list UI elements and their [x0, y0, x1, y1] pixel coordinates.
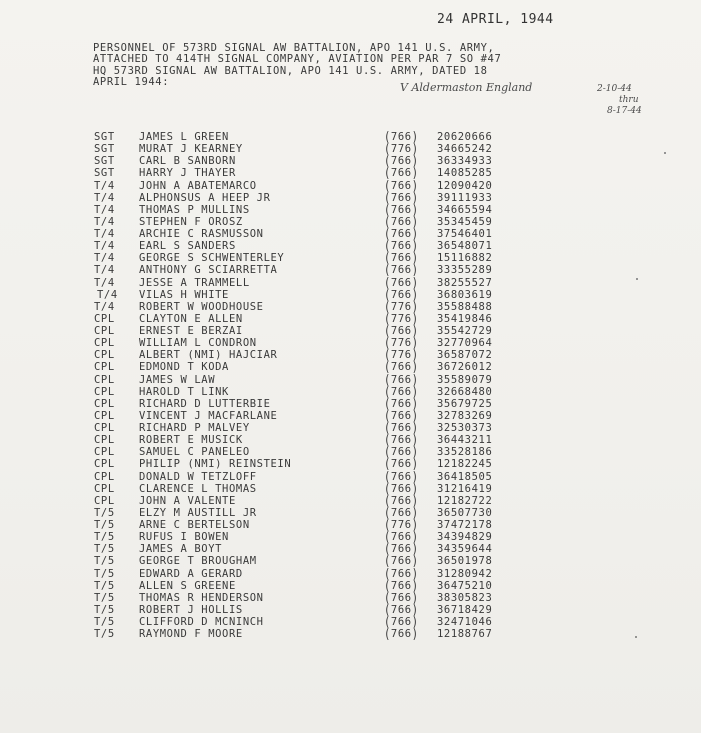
roster-row: [94, 446, 654, 458]
serial-number: 12182722: [437, 494, 493, 507]
mos-value: 766: [390, 191, 412, 204]
serial-number: 36718429: [437, 603, 493, 616]
soldier-name: RUFUS I BOWEN: [139, 531, 229, 544]
roster-row: [94, 228, 654, 240]
serial-number: 14085285: [437, 167, 493, 180]
mos-value: 766: [390, 531, 412, 544]
soldier-name: RICHARD P MALVEY: [139, 422, 250, 434]
mos-value: 766: [390, 215, 412, 228]
soldier-name: RICHARD D LUTTERBIE: [139, 397, 271, 410]
mos-value: 766: [390, 458, 412, 471]
roster-row: [94, 361, 654, 373]
soldier-name: ROBERT E MUSICK: [139, 434, 243, 447]
roster-row: [94, 349, 654, 361]
roster-row: [94, 204, 654, 216]
roster-row: [94, 410, 654, 422]
soldier-name: GEORGE T BROUGHAM: [139, 555, 257, 568]
mos-value: 766: [390, 240, 412, 253]
soldier-name: CLIFFORD D MCNINCH: [139, 616, 264, 628]
mos-value: 766: [390, 325, 412, 337]
rank: SGT: [94, 143, 115, 156]
mos-code: (776): [384, 299, 419, 315]
rank: T/4: [94, 179, 115, 192]
rank: CPL: [94, 482, 115, 495]
soldier-name: EARL S SANDERS: [139, 240, 236, 253]
header-line: ATTACHED TO 414TH SIGNAL COMPANY, AVIATION PER PAR 7 SO #47: [93, 53, 502, 66]
mos-code: (766): [384, 626, 419, 642]
roster-row: [94, 240, 654, 252]
mos-value: 766: [390, 628, 412, 641]
mos-code: (766): [384, 226, 419, 242]
roster-row: [94, 337, 654, 349]
mos-value: 766: [390, 616, 412, 628]
serial-number: 12182245: [437, 458, 493, 471]
mos-code: (766): [384, 590, 419, 606]
rank: T/4: [94, 215, 115, 228]
mos-code: (766): [384, 202, 419, 218]
soldier-name: WILLIAM L CONDRON: [139, 337, 257, 350]
roster-row: [94, 313, 654, 325]
rank: CPL: [94, 409, 115, 422]
mos-code: (776): [384, 347, 419, 363]
rank: CPL: [94, 458, 115, 471]
serial-number: 34394829: [437, 531, 493, 544]
mos-value: 766: [390, 167, 412, 180]
soldier-name: HAROLD T LINK: [139, 385, 229, 398]
mos-code: (766): [384, 323, 419, 339]
mos-value: 766: [390, 470, 412, 483]
rank: T/5: [94, 543, 115, 556]
mos-code: (766): [384, 262, 419, 278]
serial-number: 32668480: [437, 385, 493, 398]
rank: CPL: [94, 446, 115, 459]
roster-row: [94, 180, 654, 192]
serial-number: 12090420: [437, 179, 493, 192]
serial-number: 36726012: [437, 361, 493, 374]
mos-code: (776): [384, 335, 419, 351]
rank: CPL: [94, 434, 115, 447]
mos-value: 766: [390, 494, 412, 507]
mos-code: (766): [384, 129, 419, 145]
rank: T/5: [94, 519, 115, 531]
rank: T/4: [94, 252, 115, 265]
serial-number: 36443211: [437, 434, 493, 447]
mos-value: 766: [390, 555, 412, 568]
roster-row: [94, 580, 654, 592]
serial-number: 20620666: [437, 131, 493, 143]
roster-row: [94, 495, 654, 507]
rank: SGT: [94, 155, 115, 168]
mos-code: (776): [384, 311, 419, 327]
roster-row: [94, 519, 654, 531]
serial-number: 39111933: [437, 191, 493, 204]
roster-row: [94, 568, 654, 580]
mos-value: 776: [390, 312, 412, 325]
soldier-name: ALLEN S GREENE: [139, 579, 236, 592]
mos-value: 766: [390, 591, 412, 604]
serial-number: 35419846: [437, 312, 493, 325]
roster-row: [94, 325, 654, 337]
rank: CPL: [94, 312, 115, 325]
roster-row: [94, 422, 654, 434]
mos-value: 766: [390, 434, 412, 447]
mos-code: (766): [384, 614, 419, 630]
rank: T/5: [94, 616, 115, 628]
rank: T/4: [94, 264, 115, 277]
handwritten-location: V Aldermaston England: [400, 81, 533, 94]
serial-number: 34665594: [437, 203, 493, 216]
serial-number: 35679725: [437, 397, 493, 410]
mos-code: (766): [384, 602, 419, 618]
soldier-name: ARCHIE C RASMUSSON: [139, 228, 264, 240]
mos-code: (766): [384, 190, 419, 206]
mos-value: 766: [390, 276, 412, 289]
serial-number: 31216419: [437, 482, 493, 495]
roster-row: [94, 483, 654, 495]
mos-value: 766: [390, 543, 412, 556]
soldier-name: ALBERT (NMI) HAJCIAR: [139, 349, 278, 362]
rank: CPL: [94, 349, 115, 362]
serial-number: 33528186: [437, 446, 493, 459]
soldier-name: ARNE C BERTELSON: [139, 519, 250, 531]
mos-code: (766): [384, 553, 419, 569]
soldier-name: ELZY M AUSTILL JR: [139, 506, 257, 519]
soldier-name: SAMUEL C PANELEO: [139, 446, 250, 459]
roster-row: [94, 192, 654, 204]
soldier-name: THOMAS R HENDERSON: [139, 591, 264, 604]
soldier-name: EDMOND T KODA: [139, 361, 229, 374]
mos-code: (766): [384, 250, 419, 266]
rank: CPL: [94, 325, 115, 337]
header-line: HQ 573RD SIGNAL AW BATTALION, APO 141 U.S. ARMY, DATED 18: [93, 64, 488, 77]
rank: CPL: [94, 422, 115, 434]
rank: T/4: [94, 300, 115, 313]
mos-code: (766): [384, 541, 419, 557]
header-line: PERSONNEL OF 573RD SIGNAL AW BATTALION, APO 141 U.S. ARMY,: [93, 42, 495, 54]
mos-value: 766: [390, 385, 412, 398]
mos-value: 766: [390, 397, 412, 410]
soldier-name: HARRY J THAYER: [139, 167, 236, 180]
rank: CPL: [94, 494, 115, 507]
handwritten-date-line: 2-10-44: [597, 84, 632, 94]
serial-number: 38255527: [437, 276, 493, 289]
mos-value: 776: [390, 300, 412, 313]
soldier-name: CARL B SANBORN: [139, 155, 236, 168]
mos-code: (766): [384, 372, 419, 387]
mos-code: (766): [384, 384, 419, 400]
paper-speck: [664, 152, 666, 154]
roster-row: [94, 471, 654, 483]
rank: T/5: [94, 555, 115, 568]
mos-value: 766: [390, 422, 412, 434]
roster-row: [94, 131, 654, 143]
mos-code: (766): [384, 420, 419, 436]
soldier-name: RAYMOND F MOORE: [139, 628, 243, 641]
roster-row: [94, 277, 654, 289]
mos-value: 766: [390, 567, 412, 580]
mos-value: 776: [390, 349, 412, 362]
mos-value: 766: [390, 228, 412, 240]
mos-code: (766): [384, 165, 419, 181]
serial-number: 36803619: [437, 288, 493, 301]
serial-number: 34665242: [437, 143, 493, 156]
handwritten-dates: [597, 84, 657, 117]
mos-code: (766): [384, 287, 419, 303]
roster-row: [94, 555, 654, 567]
soldier-name: DONALD W TETZLOFF: [139, 470, 257, 483]
soldier-name: CLAYTON E ALLEN: [139, 312, 243, 325]
mos-value: 776: [390, 519, 412, 531]
serial-number: 36548071: [437, 240, 493, 253]
soldier-name: VILAS H WHITE: [139, 288, 229, 301]
serial-number: 36507730: [437, 506, 493, 519]
roster-row: [94, 143, 654, 155]
roster-row: [94, 264, 654, 276]
mos-value: 776: [390, 337, 412, 350]
document-header: [93, 43, 653, 88]
serial-number: 37546401: [437, 228, 493, 240]
soldier-name: JOHN A VALENTE: [139, 494, 236, 507]
roster-row: [94, 458, 654, 470]
mos-value: 766: [390, 252, 412, 265]
rank: CPL: [94, 397, 115, 410]
serial-number: 32471046: [437, 616, 493, 628]
serial-number: 35588488: [437, 300, 493, 313]
serial-number: 32530373: [437, 422, 493, 434]
mos-value: 766: [390, 506, 412, 519]
mos-code: (766): [384, 359, 419, 375]
paper-speck: [635, 636, 637, 638]
rank: T/5: [94, 567, 115, 580]
soldier-name: MURAT J KEARNEY: [139, 143, 243, 156]
serial-number: 34359644: [437, 543, 493, 556]
soldier-name: VINCENT J MACFARLANE: [139, 409, 278, 422]
rank: T/4: [94, 228, 115, 240]
soldier-name: ALPHONSUS A HEEP JR: [139, 191, 271, 204]
serial-number: 31280942: [437, 567, 493, 580]
header-line: APRIL 1944:: [93, 75, 170, 88]
rank: CPL: [94, 385, 115, 398]
paper-speck: [636, 278, 638, 280]
roster-row: [94, 386, 654, 398]
mos-value: 766: [390, 264, 412, 277]
mos-code: (766): [384, 566, 419, 581]
serial-number: 15116882: [437, 252, 493, 265]
soldier-name: ROBERT J HOLLIS: [139, 603, 243, 616]
soldier-name: ERNEST E BERZAI: [139, 325, 243, 337]
rank: SGT: [94, 131, 115, 143]
soldier-name: JAMES L GREEN: [139, 131, 229, 143]
serial-number: 36501978: [437, 555, 493, 568]
serial-number: 36475210: [437, 579, 493, 592]
mos-code: (766): [384, 178, 419, 193]
mos-code: (766): [384, 214, 419, 230]
rank: T/5: [94, 531, 115, 544]
serial-number: 36587072: [437, 349, 493, 362]
mos-code: (766): [384, 275, 419, 290]
roster-row: [94, 374, 654, 386]
roster-row: [94, 252, 654, 264]
mos-code: (766): [384, 444, 419, 460]
rank: T/5: [94, 603, 115, 616]
mos-code: (766): [384, 238, 419, 254]
rank: CPL: [94, 470, 115, 483]
rank: T/4: [94, 276, 115, 289]
roster-row: [94, 507, 654, 519]
soldier-name: PHILIP (NMI) REINSTEIN: [139, 458, 292, 471]
serial-number: 33355289: [437, 264, 493, 277]
soldier-name: JOHN A ABATEMARCO: [139, 179, 257, 192]
serial-number: 35542729: [437, 325, 493, 337]
mos-code: (766): [384, 493, 419, 509]
soldier-name: THOMAS P MULLINS: [139, 203, 250, 216]
mos-value: 766: [390, 603, 412, 616]
soldier-name: GEORGE S SCHWENTERLEY: [139, 252, 285, 265]
mos-value: 766: [390, 288, 412, 301]
rank: CPL: [94, 337, 115, 350]
soldier-name: CLARENCE L THOMAS: [139, 482, 257, 495]
mos-code: (766): [384, 481, 419, 497]
rank: T/5: [94, 579, 115, 592]
mos-value: 766: [390, 131, 412, 143]
soldier-name: ANTHONY G SCIARRETTA: [139, 264, 278, 277]
roster-row: [94, 604, 654, 616]
mos-code: (776): [384, 141, 419, 157]
mos-value: 766: [390, 203, 412, 216]
roster-row: [94, 616, 654, 628]
soldier-name: STEPHEN F OROSZ: [139, 215, 243, 228]
serial-number: 32770964: [437, 337, 493, 350]
rank: T/4: [94, 240, 115, 253]
mos-code: (766): [384, 153, 419, 169]
roster-row: [94, 543, 654, 555]
document-date: 24 APRIL, 1944: [437, 12, 554, 27]
mos-value: 766: [390, 373, 412, 386]
roster-row: [94, 155, 654, 167]
mos-code: (766): [384, 505, 419, 521]
rank: CPL: [94, 373, 115, 386]
rank: T/5: [94, 506, 115, 519]
mos-value: 766: [390, 155, 412, 168]
rank: T/4: [94, 191, 115, 204]
serial-number: 32783269: [437, 409, 493, 422]
rank: CPL: [94, 361, 115, 374]
mos-code: (766): [384, 432, 419, 448]
mos-value: 766: [390, 446, 412, 459]
serial-number: 12188767: [437, 628, 493, 641]
soldier-name: JESSE A TRAMMELL: [139, 276, 250, 289]
roster-row: [94, 289, 654, 301]
soldier-name: EDWARD A GERARD: [139, 567, 243, 580]
rank: T/5: [94, 591, 115, 604]
mos-value: 766: [390, 361, 412, 374]
mos-code: (766): [384, 408, 419, 424]
roster-row: [94, 398, 654, 410]
roster-row: [94, 434, 654, 446]
roster-row: [94, 216, 654, 228]
handwritten-date-line: thru: [619, 95, 639, 105]
soldier-name: JAMES W LAW: [139, 373, 216, 386]
serial-number: 35589079: [437, 373, 493, 386]
roster-row: [94, 301, 654, 313]
mos-code: (766): [384, 396, 419, 412]
serial-number: 35345459: [437, 215, 493, 228]
mos-code: (766): [384, 529, 419, 545]
rank: T/4: [94, 203, 115, 216]
rank: T/5: [94, 628, 115, 641]
handwritten-date-line: 8-17-44: [607, 106, 642, 116]
rank: SGT: [94, 167, 115, 180]
personnel-roster: [94, 131, 654, 640]
soldier-name: JAMES A BOYT: [139, 543, 223, 556]
mos-code: (766): [384, 456, 419, 472]
mos-code: (776): [384, 517, 419, 533]
rank: T/4: [97, 288, 118, 301]
roster-row: [94, 531, 654, 543]
serial-number: 36334933: [437, 155, 493, 168]
roster-row: [94, 628, 654, 640]
serial-number: 37472178: [437, 519, 493, 531]
mos-value: 766: [390, 482, 412, 495]
mos-value: 766: [390, 409, 412, 422]
serial-number: 36418505: [437, 470, 493, 483]
serial-number: 38305823: [437, 591, 493, 604]
roster-row: [94, 592, 654, 604]
soldier-name: ROBERT W WOODHOUSE: [139, 300, 264, 313]
mos-value: 766: [390, 179, 412, 192]
mos-code: (766): [384, 469, 419, 484]
roster-row: [94, 167, 654, 179]
mos-code: (766): [384, 578, 419, 594]
mos-value: 776: [390, 143, 412, 156]
mos-value: 766: [390, 579, 412, 592]
